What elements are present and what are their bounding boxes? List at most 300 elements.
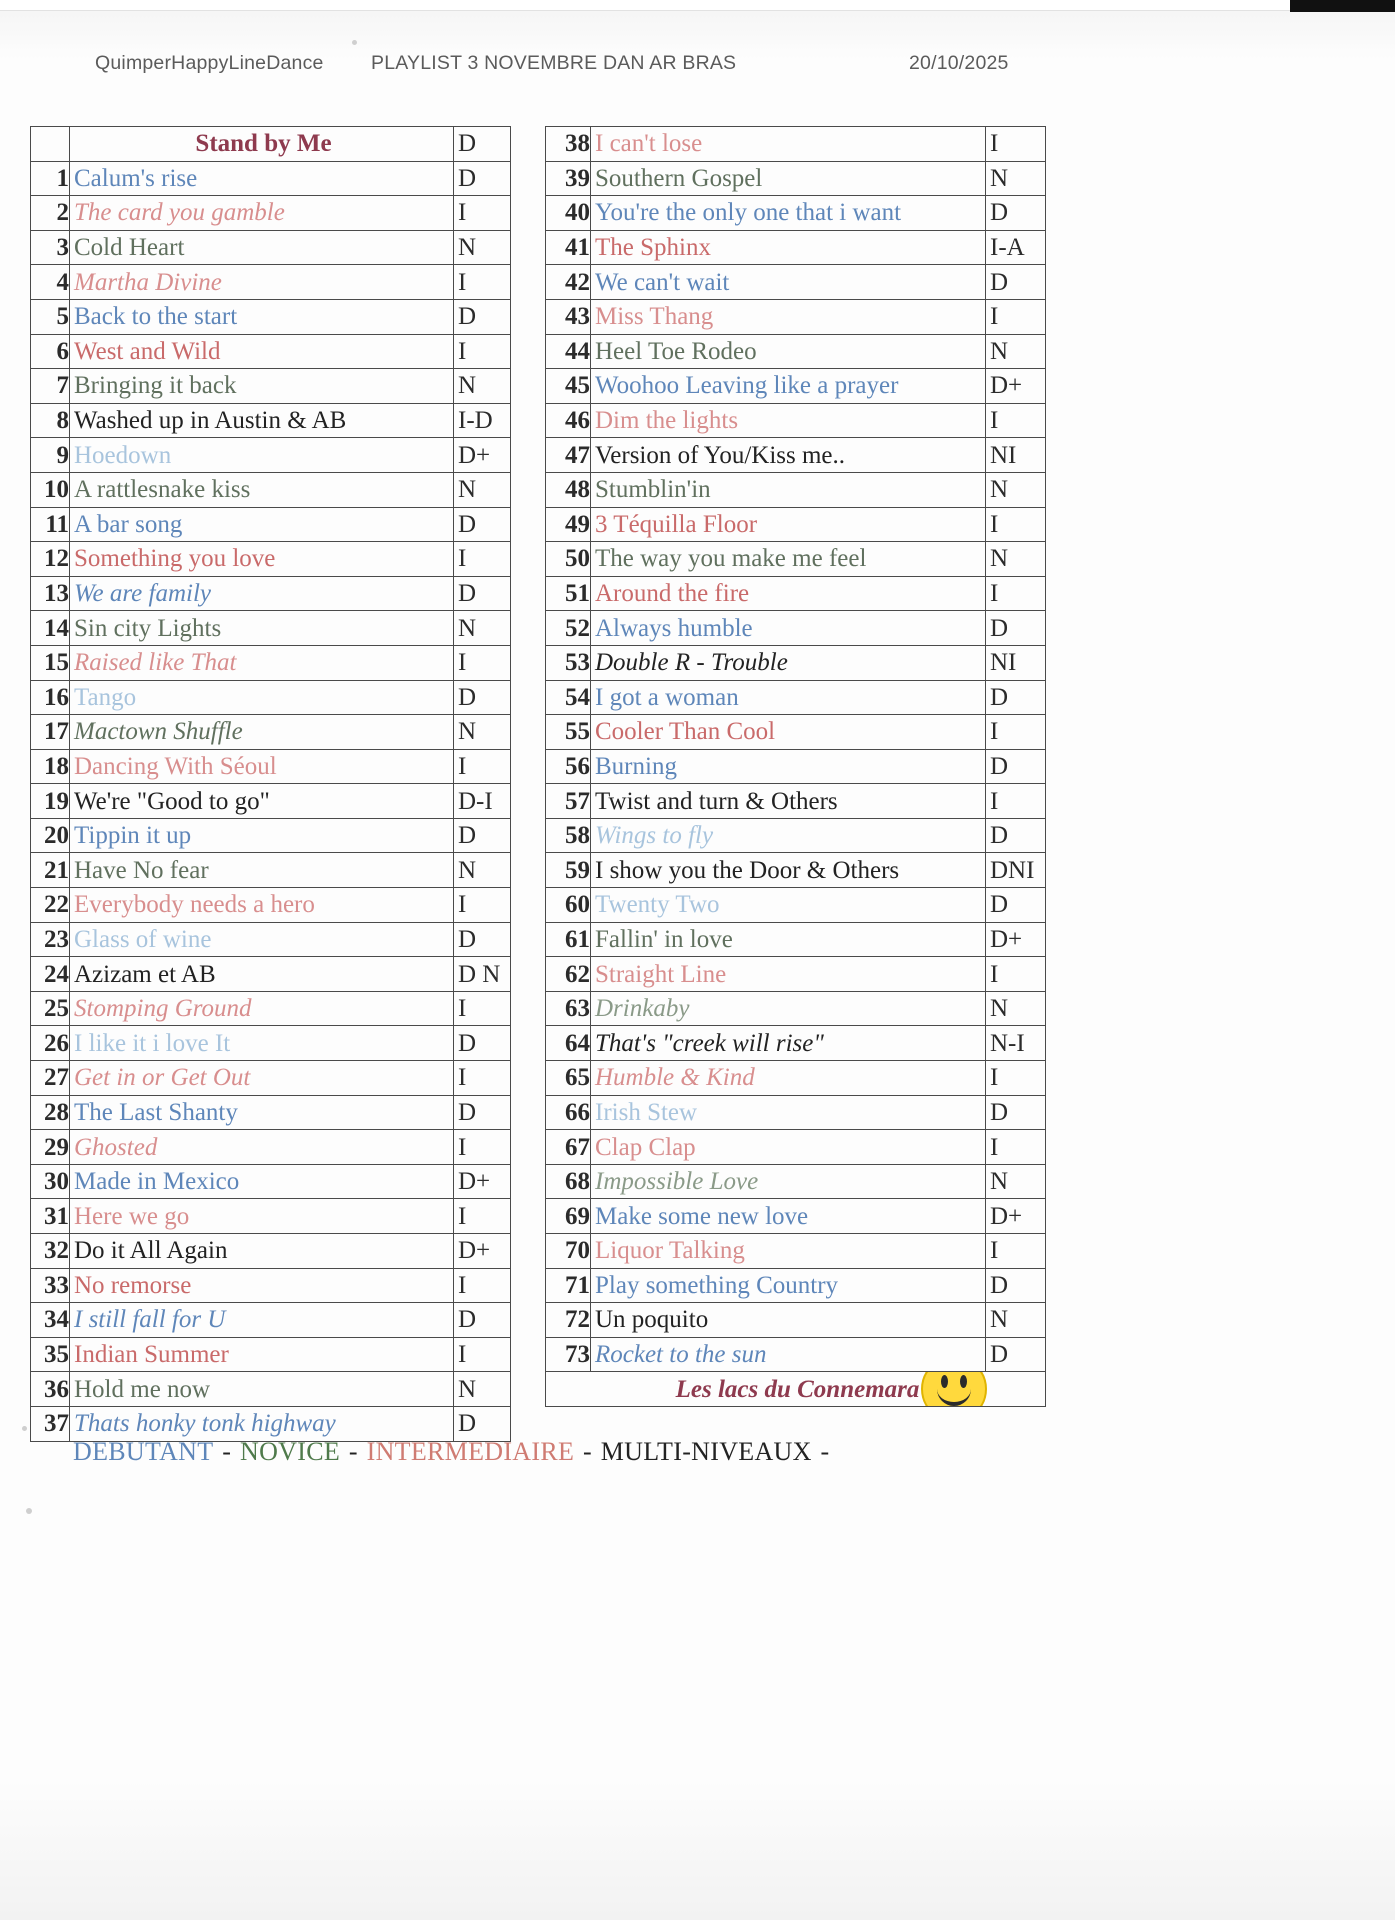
scan-top-edge bbox=[0, 0, 1395, 11]
song-level: I bbox=[986, 576, 1046, 611]
song-title: Glass of wine bbox=[70, 922, 454, 957]
table-row bbox=[31, 853, 511, 888]
song-title: I can't lose bbox=[591, 127, 986, 162]
song-level: D+ bbox=[454, 438, 511, 473]
song-level: N bbox=[454, 715, 511, 750]
song-title: The card you gamble bbox=[70, 196, 454, 231]
row-number: 23 bbox=[31, 922, 70, 957]
song-title: I like it i love It bbox=[70, 1026, 454, 1061]
level-legend bbox=[72, 1437, 830, 1467]
song-title: Have No fear bbox=[70, 853, 454, 888]
row-number: 62 bbox=[546, 957, 591, 992]
row-number: 44 bbox=[546, 334, 591, 369]
song-level: D bbox=[454, 818, 511, 853]
table-row bbox=[31, 680, 511, 715]
playlist-table-left bbox=[30, 126, 511, 1442]
song-title: Burning bbox=[591, 749, 986, 784]
song-level: D-I bbox=[454, 784, 511, 819]
table-row bbox=[546, 1268, 1046, 1303]
song-title: I still fall for U bbox=[70, 1303, 454, 1338]
song-title: Southern Gospel bbox=[591, 161, 986, 196]
song-title: You're the only one that i want bbox=[591, 196, 986, 231]
song-title: Irish Stew bbox=[591, 1095, 986, 1130]
row-number: 28 bbox=[31, 1095, 70, 1130]
song-level: I bbox=[454, 888, 511, 923]
song-level: D bbox=[454, 1303, 511, 1338]
song-title: Ghosted bbox=[70, 1130, 454, 1165]
table-row bbox=[31, 1061, 511, 1096]
table-row bbox=[546, 1130, 1046, 1165]
table-row bbox=[546, 1164, 1046, 1199]
song-title: I show you the Door & Others bbox=[591, 853, 986, 888]
table-row bbox=[546, 1337, 1046, 1372]
song-level: N bbox=[986, 1164, 1046, 1199]
song-level: I bbox=[454, 1268, 511, 1303]
row-number: 42 bbox=[546, 265, 591, 300]
song-title: Clap Clap bbox=[591, 1130, 986, 1165]
row-number: 50 bbox=[546, 542, 591, 577]
table-row bbox=[546, 334, 1046, 369]
row-number: 24 bbox=[31, 957, 70, 992]
song-title: Bringing it back bbox=[70, 369, 454, 404]
song-title: No remorse bbox=[70, 1268, 454, 1303]
song-title: Stumblin'in bbox=[591, 472, 986, 507]
table-row bbox=[546, 1303, 1046, 1338]
table-row bbox=[31, 230, 511, 265]
table-row bbox=[546, 438, 1046, 473]
song-level: D+ bbox=[454, 1164, 511, 1199]
row-number: 54 bbox=[546, 680, 591, 715]
song-title: Here we go bbox=[70, 1199, 454, 1234]
song-title: Indian Summer bbox=[70, 1337, 454, 1372]
song-title: Play something Country bbox=[591, 1268, 986, 1303]
table-row bbox=[31, 542, 511, 577]
row-number: 58 bbox=[546, 818, 591, 853]
song-title: Made in Mexico bbox=[70, 1164, 454, 1199]
row-number: 59 bbox=[546, 853, 591, 888]
table-row bbox=[546, 576, 1046, 611]
song-title: Cold Heart bbox=[70, 230, 454, 265]
song-title: Twist and turn & Others bbox=[591, 784, 986, 819]
song-title: Version of You/Kiss me.. bbox=[591, 438, 986, 473]
song-level: I bbox=[454, 265, 511, 300]
opening-song-title: Stand by Me bbox=[70, 127, 454, 162]
row-number: 55 bbox=[546, 715, 591, 750]
table-row bbox=[546, 472, 1046, 507]
song-title: Hoedown bbox=[70, 438, 454, 473]
song-title: Make some new love bbox=[591, 1199, 986, 1234]
song-level: I bbox=[986, 127, 1046, 162]
table-row bbox=[31, 991, 511, 1026]
table-row bbox=[546, 784, 1046, 819]
song-level: N bbox=[454, 853, 511, 888]
row-number: 13 bbox=[31, 576, 70, 611]
playlist-table-right bbox=[545, 126, 1046, 1407]
table-row bbox=[31, 299, 511, 334]
song-title: 3 Téquilla Floor bbox=[591, 507, 986, 542]
table-row bbox=[546, 299, 1046, 334]
song-level: D bbox=[986, 196, 1046, 231]
song-level: N-I bbox=[986, 1026, 1046, 1061]
row-number: 21 bbox=[31, 853, 70, 888]
song-title: Around the fire bbox=[591, 576, 986, 611]
row-number: 68 bbox=[546, 1164, 591, 1199]
song-level: I bbox=[454, 334, 511, 369]
row-number: 51 bbox=[546, 576, 591, 611]
song-title: Double R - Trouble bbox=[591, 645, 986, 680]
row-number: 25 bbox=[31, 991, 70, 1026]
song-level: I-D bbox=[454, 403, 511, 438]
song-level: D bbox=[454, 1026, 511, 1061]
table-row bbox=[546, 922, 1046, 957]
closing-song-title: Les lacs du Connemara bbox=[675, 1375, 920, 1403]
table-row bbox=[31, 922, 511, 957]
song-level: D bbox=[986, 1268, 1046, 1303]
table-header-row bbox=[31, 127, 511, 162]
row-number: 43 bbox=[546, 299, 591, 334]
song-title: Woohoo Leaving like a prayer bbox=[591, 369, 986, 404]
song-level: N bbox=[986, 1303, 1046, 1338]
table-row bbox=[31, 1234, 511, 1269]
song-level: N bbox=[454, 611, 511, 646]
song-title: I got a woman bbox=[591, 680, 986, 715]
song-title: Rocket to the sun bbox=[591, 1337, 986, 1372]
song-level: D+ bbox=[986, 922, 1046, 957]
song-title: Drinkaby bbox=[591, 991, 986, 1026]
row-number: 66 bbox=[546, 1095, 591, 1130]
song-level: I bbox=[454, 1199, 511, 1234]
song-level: N bbox=[454, 1372, 511, 1407]
song-title: Wings to fly bbox=[591, 818, 986, 853]
song-level: D bbox=[986, 749, 1046, 784]
table-row bbox=[31, 611, 511, 646]
table-row bbox=[31, 1303, 511, 1338]
table-row bbox=[31, 888, 511, 923]
song-title: Straight Line bbox=[591, 957, 986, 992]
row-number: 47 bbox=[546, 438, 591, 473]
table-row bbox=[546, 1199, 1046, 1234]
song-level: I bbox=[454, 1337, 511, 1372]
song-title: Martha Divine bbox=[70, 265, 454, 300]
row-number: 48 bbox=[546, 472, 591, 507]
song-level: I bbox=[986, 715, 1046, 750]
table-row bbox=[31, 715, 511, 750]
row-number: 72 bbox=[546, 1303, 591, 1338]
row-number: 6 bbox=[31, 334, 70, 369]
song-level: D bbox=[986, 1337, 1046, 1372]
song-title: Fallin' in love bbox=[591, 922, 986, 957]
row-number: 65 bbox=[546, 1061, 591, 1096]
song-level: I bbox=[454, 991, 511, 1026]
song-title: Un poquito bbox=[591, 1303, 986, 1338]
row-number: 46 bbox=[546, 403, 591, 438]
song-level: D bbox=[454, 1406, 511, 1441]
song-title: The way you make me feel bbox=[591, 542, 986, 577]
row-number: 64 bbox=[546, 1026, 591, 1061]
song-title: Get in or Get Out bbox=[70, 1061, 454, 1096]
scan-black-corner bbox=[1290, 0, 1395, 12]
table-row bbox=[31, 1095, 511, 1130]
row-number-blank bbox=[31, 127, 70, 162]
scan-speck bbox=[22, 1426, 27, 1431]
table-row bbox=[546, 715, 1046, 750]
table-row bbox=[31, 1337, 511, 1372]
table-row bbox=[31, 1406, 511, 1441]
row-number: 40 bbox=[546, 196, 591, 231]
row-number: 39 bbox=[546, 161, 591, 196]
document-header bbox=[0, 52, 1395, 82]
song-title: Back to the start bbox=[70, 299, 454, 334]
song-level: I bbox=[454, 542, 511, 577]
song-level: I bbox=[454, 196, 511, 231]
row-number: 9 bbox=[31, 438, 70, 473]
table-row bbox=[31, 1268, 511, 1303]
row-number: 67 bbox=[546, 1130, 591, 1165]
song-level: N bbox=[454, 230, 511, 265]
table-row bbox=[31, 265, 511, 300]
scan-speck bbox=[352, 40, 357, 45]
song-level: I bbox=[454, 1061, 511, 1096]
song-level: D bbox=[454, 680, 511, 715]
song-level: I bbox=[454, 645, 511, 680]
song-title: Tippin it up bbox=[70, 818, 454, 853]
table-row bbox=[546, 853, 1046, 888]
row-number: 34 bbox=[31, 1303, 70, 1338]
row-number: 11 bbox=[31, 507, 70, 542]
legend-separator: - bbox=[348, 1437, 358, 1466]
table-row bbox=[31, 645, 511, 680]
row-number: 33 bbox=[31, 1268, 70, 1303]
song-level: D+ bbox=[454, 1234, 511, 1269]
row-number: 49 bbox=[546, 507, 591, 542]
song-level: I bbox=[986, 403, 1046, 438]
row-number: 69 bbox=[546, 1199, 591, 1234]
table-row bbox=[31, 403, 511, 438]
opening-song-level: D bbox=[454, 127, 511, 162]
legend-multi-niveaux: MULTI-NIVEAUX bbox=[600, 1437, 812, 1466]
song-title: Twenty Two bbox=[591, 888, 986, 923]
row-number: 2 bbox=[31, 196, 70, 231]
row-number: 35 bbox=[31, 1337, 70, 1372]
song-level: I bbox=[454, 749, 511, 784]
row-number: 1 bbox=[31, 161, 70, 196]
song-level: N bbox=[986, 334, 1046, 369]
table-row bbox=[546, 1095, 1046, 1130]
row-number: 8 bbox=[31, 403, 70, 438]
song-title: Azizam et AB bbox=[70, 957, 454, 992]
song-title: Cooler Than Cool bbox=[591, 715, 986, 750]
song-title: Always humble bbox=[591, 611, 986, 646]
page-title: PLAYLIST 3 NOVEMBRE DAN AR BRAS bbox=[371, 52, 737, 74]
row-number: 4 bbox=[31, 265, 70, 300]
song-title: Impossible Love bbox=[591, 1164, 986, 1199]
song-title: Dancing With Séoul bbox=[70, 749, 454, 784]
table-row bbox=[546, 196, 1046, 231]
song-level: D bbox=[986, 888, 1046, 923]
row-number: 12 bbox=[31, 542, 70, 577]
legend-intermediaire: INTERMEDIAIRE bbox=[366, 1437, 575, 1466]
song-level: D bbox=[986, 1095, 1046, 1130]
row-number: 10 bbox=[31, 472, 70, 507]
closing-song-cell bbox=[546, 1372, 1046, 1407]
song-title: Humble & Kind bbox=[591, 1061, 986, 1096]
table-row bbox=[31, 1372, 511, 1407]
song-level: D bbox=[454, 1095, 511, 1130]
table-row bbox=[546, 1026, 1046, 1061]
song-level: N bbox=[986, 161, 1046, 196]
row-number: 71 bbox=[546, 1268, 591, 1303]
row-number: 41 bbox=[546, 230, 591, 265]
table-row bbox=[31, 334, 511, 369]
song-level: I-A bbox=[986, 230, 1046, 265]
row-number: 73 bbox=[546, 1337, 591, 1372]
row-number: 19 bbox=[31, 784, 70, 819]
song-title: Hold me now bbox=[70, 1372, 454, 1407]
table-row bbox=[546, 991, 1046, 1026]
table-row bbox=[546, 680, 1046, 715]
table-row bbox=[546, 888, 1046, 923]
song-level: D bbox=[986, 680, 1046, 715]
table-row bbox=[31, 196, 511, 231]
song-level: D bbox=[454, 507, 511, 542]
row-number: 5 bbox=[31, 299, 70, 334]
table-row bbox=[546, 542, 1046, 577]
song-level: N bbox=[986, 542, 1046, 577]
song-title: A bar song bbox=[70, 507, 454, 542]
song-level: NI bbox=[986, 645, 1046, 680]
song-title: Sin city Lights bbox=[70, 611, 454, 646]
song-level: N bbox=[454, 472, 511, 507]
table-row bbox=[31, 1130, 511, 1165]
table-row bbox=[31, 784, 511, 819]
song-level: D bbox=[454, 299, 511, 334]
song-title: Do it All Again bbox=[70, 1234, 454, 1269]
song-title: Dim the lights bbox=[591, 403, 986, 438]
row-number: 15 bbox=[31, 645, 70, 680]
row-number: 7 bbox=[31, 369, 70, 404]
table-row bbox=[546, 749, 1046, 784]
song-level: D bbox=[986, 265, 1046, 300]
row-number: 70 bbox=[546, 1234, 591, 1269]
row-number: 61 bbox=[546, 922, 591, 957]
table-row bbox=[31, 1026, 511, 1061]
song-level: I bbox=[986, 784, 1046, 819]
song-title: Tango bbox=[70, 680, 454, 715]
row-number: 63 bbox=[546, 991, 591, 1026]
legend-debutant: DEBUTANT bbox=[73, 1437, 214, 1466]
song-level: D bbox=[454, 922, 511, 957]
song-title: Something you love bbox=[70, 542, 454, 577]
row-number: 32 bbox=[31, 1234, 70, 1269]
row-number: 36 bbox=[31, 1372, 70, 1407]
smiley-face-icon bbox=[921, 1372, 987, 1407]
row-number: 52 bbox=[546, 611, 591, 646]
song-level: D N bbox=[454, 957, 511, 992]
table-row bbox=[546, 507, 1046, 542]
song-level: N bbox=[454, 369, 511, 404]
song-title: Stomping Ground bbox=[70, 991, 454, 1026]
row-number: 27 bbox=[31, 1061, 70, 1096]
table-row bbox=[31, 438, 511, 473]
legend-separator: - bbox=[820, 1437, 830, 1466]
scan-speck bbox=[26, 1508, 32, 1514]
row-number: 29 bbox=[31, 1130, 70, 1165]
song-level: D bbox=[454, 161, 511, 196]
song-level: D bbox=[986, 818, 1046, 853]
row-number: 56 bbox=[546, 749, 591, 784]
table-row bbox=[31, 472, 511, 507]
row-number: 17 bbox=[31, 715, 70, 750]
table-row bbox=[31, 576, 511, 611]
table-row bbox=[31, 507, 511, 542]
song-title: Miss Thang bbox=[591, 299, 986, 334]
song-level: D+ bbox=[986, 369, 1046, 404]
song-title: West and Wild bbox=[70, 334, 454, 369]
song-title: Calum's rise bbox=[70, 161, 454, 196]
song-level: DNI bbox=[986, 853, 1046, 888]
club-name: QuimperHappyLineDance bbox=[95, 52, 324, 74]
table-row bbox=[31, 957, 511, 992]
table-row bbox=[546, 265, 1046, 300]
song-title: We're "Good to go" bbox=[70, 784, 454, 819]
song-level: D bbox=[454, 576, 511, 611]
document-date: 20/10/2025 bbox=[909, 52, 1009, 74]
table-row bbox=[546, 403, 1046, 438]
song-title: Everybody needs a hero bbox=[70, 888, 454, 923]
row-number: 37 bbox=[31, 1406, 70, 1441]
row-number: 45 bbox=[546, 369, 591, 404]
song-title: We can't wait bbox=[591, 265, 986, 300]
table-row bbox=[546, 230, 1046, 265]
row-number: 26 bbox=[31, 1026, 70, 1061]
song-level: I bbox=[986, 299, 1046, 334]
table-row bbox=[546, 957, 1046, 992]
row-number: 3 bbox=[31, 230, 70, 265]
song-level: D bbox=[986, 611, 1046, 646]
row-number: 57 bbox=[546, 784, 591, 819]
table-row bbox=[546, 818, 1046, 853]
song-level: I bbox=[986, 1234, 1046, 1269]
song-title: The Last Shanty bbox=[70, 1095, 454, 1130]
row-number: 20 bbox=[31, 818, 70, 853]
row-number: 31 bbox=[31, 1199, 70, 1234]
table-row bbox=[546, 645, 1046, 680]
song-level: I bbox=[986, 507, 1046, 542]
table-row bbox=[31, 1164, 511, 1199]
song-level: I bbox=[986, 1130, 1046, 1165]
song-title: Washed up in Austin & AB bbox=[70, 403, 454, 438]
song-title: A rattlesnake kiss bbox=[70, 472, 454, 507]
song-title: The Sphinx bbox=[591, 230, 986, 265]
table-row bbox=[31, 749, 511, 784]
song-level: NI bbox=[986, 438, 1046, 473]
row-number: 16 bbox=[31, 680, 70, 715]
row-number: 38 bbox=[546, 127, 591, 162]
legend-separator: - bbox=[222, 1437, 232, 1466]
song-title: Heel Toe Rodeo bbox=[591, 334, 986, 369]
table-row bbox=[31, 1199, 511, 1234]
song-title: Mactown Shuffle bbox=[70, 715, 454, 750]
row-number: 53 bbox=[546, 645, 591, 680]
table-row bbox=[31, 818, 511, 853]
closing-row bbox=[546, 1372, 1046, 1407]
row-number: 30 bbox=[31, 1164, 70, 1199]
song-level: I bbox=[986, 1061, 1046, 1096]
song-level: I bbox=[986, 957, 1046, 992]
row-number: 60 bbox=[546, 888, 591, 923]
song-title: We are family bbox=[70, 576, 454, 611]
song-level: I bbox=[454, 1130, 511, 1165]
